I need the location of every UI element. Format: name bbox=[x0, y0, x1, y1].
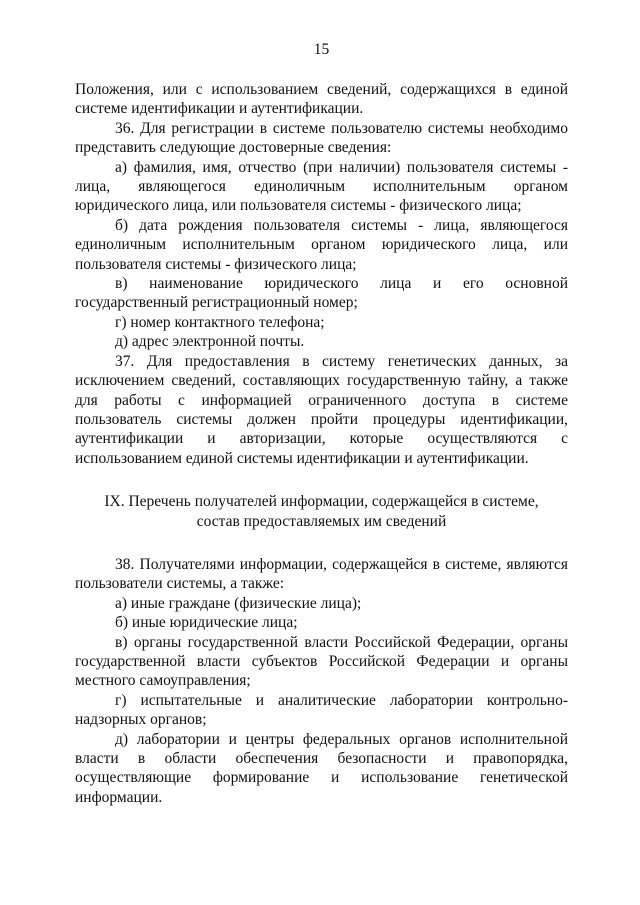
section-heading bbox=[75, 492, 568, 531]
paragraph-37: 37. Для предоставления в систему генетических данных, за исключением сведений, составляющих государственную тайну, а также для работы с информацией ограниченного доступа в системе пользователь системы должен пройти процедуры идентификации, аутентификации и авторизации, которые осуществляются с использованием единой системы идентификации и аутентификации. bbox=[75, 352, 568, 467]
list-item-36-b: б) дата рождения пользователя системы - лица, являющегося единоличным исполнительным органом юридического лица, или пользователя системы - физического лица; bbox=[75, 216, 568, 273]
paragraph-continuation: Положения, или с использованием сведений, содержащихся в единой системе идентификации и аутентификации. bbox=[75, 81, 568, 118]
list-item-38-v: в) органы государственной власти Российской Федерации, органы государственной власти субъектов Российской Федерации и органы местного самоуправления; bbox=[75, 633, 568, 690]
list-item-38-b: б) иные юридические лица; bbox=[115, 614, 298, 632]
list-item-36-g: г) номер контактного телефона; bbox=[115, 313, 325, 331]
list-item-38-g: г) испытательные и аналитические лаборатории контрольно-надзорных органов; bbox=[75, 691, 568, 729]
list-item-36-d: д) адрес электронной почты. bbox=[115, 333, 305, 351]
list-item-38-a: а) иные граждане (физические лица); bbox=[115, 594, 362, 612]
section-heading-line-1: IX. Перечень получателей информации, содержащейся в системе, bbox=[104, 493, 539, 511]
paragraph-36: 36. Для регистрации в системе пользователю системы необходимо представить следующие достоверные сведения: bbox=[75, 119, 568, 157]
list-item-38-d: д) лаборатории и центры федеральных органов исполнительной власти в области обеспечения безопасности и правопорядка, осуществляющие формирование и использование генетической информации. bbox=[75, 730, 568, 806]
section-heading-line-2: состав предоставляемых им сведений bbox=[196, 512, 447, 530]
list-item-36-a: а) фамилия, имя, отчество (при наличии) пользователя системы - лица, являющегося единоличным исполнительным органом юридического лица, или пользователя системы - физического лица; bbox=[75, 158, 568, 215]
page-number: 15 bbox=[313, 41, 330, 58]
list-item-36-v: в) наименование юридического лица и его основной государственный регистрационный номер; bbox=[75, 275, 568, 312]
paragraph-38: 38. Получателями информации, содержащейся в системе, являются пользователи системы, а также: bbox=[75, 555, 568, 593]
